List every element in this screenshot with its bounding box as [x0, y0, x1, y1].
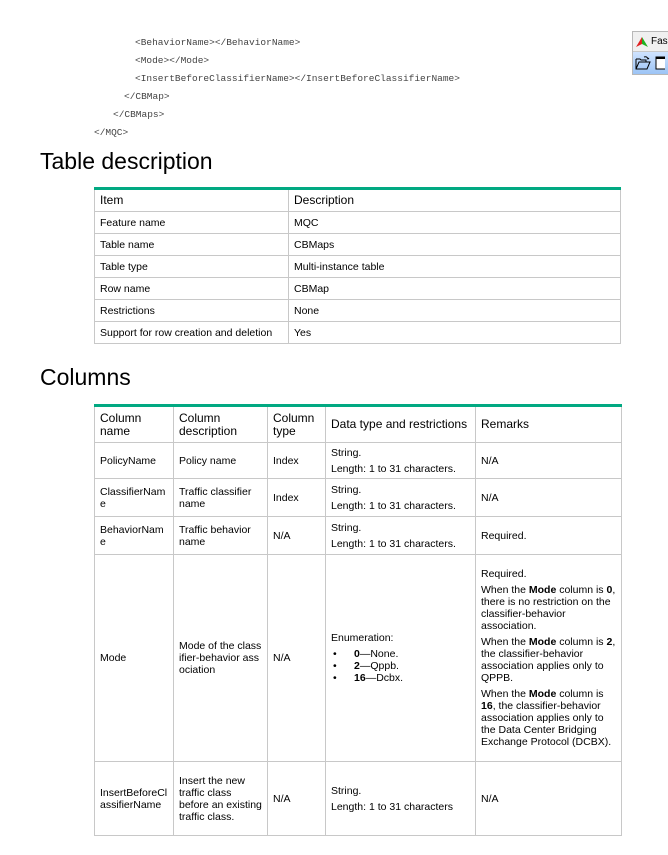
table-row	[95, 212, 621, 234]
description-cell: Multi-instance table	[289, 256, 621, 278]
column-description-cell: Traffic classifier name	[174, 479, 268, 517]
code-line: </CBMap>	[124, 91, 170, 102]
table-row	[95, 517, 622, 555]
enum-intro: Enumeration:	[331, 632, 394, 644]
column-description-cell: Insert the new traffic class before an existing traffic class.	[174, 762, 268, 836]
enum-list	[331, 648, 470, 684]
data-type-line: String.	[331, 521, 362, 534]
column-type-cell: Index	[268, 443, 326, 479]
column-header: Description	[289, 189, 621, 212]
remarks-cell: N/A	[476, 762, 622, 836]
column-type-cell: N/A	[268, 555, 326, 762]
data-type-cell	[326, 443, 476, 479]
column-name-cell: Mode	[95, 555, 174, 762]
new-window-icon[interactable]	[655, 56, 665, 70]
code-line: </CBMaps>	[113, 109, 165, 120]
data-type-cell	[326, 555, 476, 762]
item-cell: Restrictions	[95, 300, 289, 322]
table-row	[95, 234, 621, 256]
enum-item	[331, 660, 470, 672]
column-name-cell: InsertBeforeClassifierName	[95, 762, 174, 836]
code-line: </MQC>	[94, 127, 129, 138]
data-type-cell	[326, 517, 476, 555]
remarks-cell: N/A	[476, 443, 622, 479]
item-cell: Table name	[95, 234, 289, 256]
enum-item	[331, 648, 470, 660]
table-row	[95, 322, 621, 344]
section-heading-table-description: Table description	[40, 148, 213, 174]
column-name-cell: ClassifierName	[95, 479, 174, 517]
item-cell: Support for row creation and deletion	[95, 322, 289, 344]
data-type-line: Length: 1 to 31 characters.	[331, 462, 456, 475]
column-type-cell: N/A	[268, 762, 326, 836]
remarks-paragraph: When the Mode column is 16, the classifier-behavior association applies only to the Data Center Bridging Exchange Protocol (DCBX).	[481, 688, 612, 748]
table-row	[95, 479, 622, 517]
data-type-line: Length: 1 to 31 characters	[331, 800, 453, 813]
column-header: Column description	[174, 406, 268, 443]
remarks-line: Required.	[481, 568, 527, 580]
column-description-cell: Policy name	[174, 443, 268, 479]
description-cell: CBMap	[289, 278, 621, 300]
column-header: Column type	[268, 406, 326, 443]
data-type-line: Length: 1 to 31 characters.	[331, 537, 456, 550]
table-row	[95, 256, 621, 278]
column-description-cell: Mode of the classifier-behavior association	[174, 555, 268, 762]
remarks-paragraph: When the Mode column is 0, there is no restriction on the classifier-behavior association.	[481, 584, 616, 632]
column-header: Data type and restrictions	[326, 406, 476, 443]
description-cell: MQC	[289, 212, 621, 234]
app-title: Fas	[651, 36, 668, 47]
data-type-cell	[326, 762, 476, 836]
enum-value: 2	[354, 660, 360, 672]
item-cell: Feature name	[95, 212, 289, 234]
column-header: Item	[95, 189, 289, 212]
enum-label: —Dcbx.	[365, 672, 404, 684]
enum-label: —Qppb.	[359, 660, 399, 672]
remarks-cell: Required.	[476, 517, 622, 555]
item-cell: Row name	[95, 278, 289, 300]
remarks-cell: N/A	[476, 479, 622, 517]
app-window-fragment[interactable]	[632, 31, 668, 75]
data-type-line: String.	[331, 446, 362, 459]
code-line: <BehaviorName></BehaviorName>	[135, 37, 301, 48]
description-cell: None	[289, 300, 621, 322]
enum-value: 0	[354, 648, 360, 660]
table-row	[95, 443, 622, 479]
table-row	[95, 300, 621, 322]
remarks-paragraph: When the Mode column is 2, the classifier-behavior association applies only to QPPB.	[481, 636, 616, 684]
code-line: <Mode></Mode>	[135, 55, 210, 66]
app-toolbar	[633, 52, 668, 74]
column-name-cell: PolicyName	[95, 443, 174, 479]
open-folder-icon[interactable]	[635, 56, 651, 70]
data-type-cell	[326, 479, 476, 517]
enum-label: —None.	[359, 648, 399, 660]
app-logo-icon	[635, 36, 649, 48]
data-type-line: String.	[331, 784, 362, 797]
table-row	[95, 555, 622, 762]
table-header-row	[95, 189, 621, 212]
column-type-cell: Index	[268, 479, 326, 517]
description-cell: Yes	[289, 322, 621, 344]
enum-item	[331, 672, 470, 684]
table-row	[95, 278, 621, 300]
remarks-cell	[476, 555, 622, 762]
column-header: Remarks	[476, 406, 622, 443]
table-row	[95, 762, 622, 836]
column-header: Column name	[95, 406, 174, 443]
column-type-cell: N/A	[268, 517, 326, 555]
code-line: <InsertBeforeClassifierName></InsertBeforeClassifierName>	[135, 73, 460, 84]
column-description-cell: Traffic behavior name	[174, 517, 268, 555]
section-heading-columns: Columns	[40, 364, 131, 390]
data-type-line: Length: 1 to 31 characters.	[331, 499, 456, 512]
enum-value: 16	[354, 672, 366, 684]
data-type-line: String.	[331, 483, 362, 496]
table-description-table	[94, 187, 621, 344]
description-cell: CBMaps	[289, 234, 621, 256]
column-name-cell: BehaviorName	[95, 517, 174, 555]
columns-table	[94, 404, 622, 836]
item-cell: Table type	[95, 256, 289, 278]
app-title-bar[interactable]	[633, 32, 668, 52]
table-header-row	[95, 406, 622, 443]
